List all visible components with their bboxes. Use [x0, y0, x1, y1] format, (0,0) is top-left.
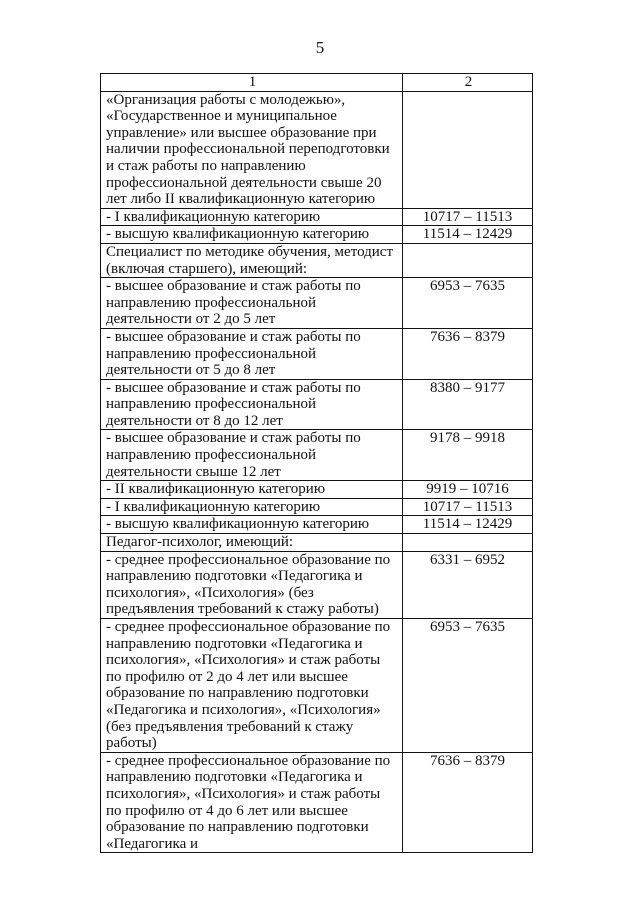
position-cell: Специалист по методике обучения, методист (включая старшего), имеющий:	[101, 243, 403, 277]
salary-range-cell	[403, 91, 533, 208]
table-row	[101, 551, 533, 618]
table-row	[101, 208, 533, 226]
salary-range-cell: 6953 – 7635	[403, 619, 533, 753]
table-row	[101, 498, 533, 516]
table-row	[101, 430, 533, 481]
column-header: 1	[101, 74, 403, 92]
position-cell: - среднее профессиональное образование по направлению подготовки «Педагогика и психология», «Психология» и стаж работы по профилю от 4 до 6 лет или высшее образование по направлению подготовки «Педагогика и	[101, 752, 403, 853]
table-row	[101, 481, 533, 499]
salary-range-cell: 8380 – 9177	[403, 379, 533, 430]
salary-range-cell: 10717 – 11513	[403, 498, 533, 516]
salary-range-cell: 7636 – 8379	[403, 328, 533, 379]
table-row	[101, 516, 533, 534]
table-row	[101, 752, 533, 853]
position-cell: - II квалификационную категорию	[101, 481, 403, 499]
column-header: 2	[403, 74, 533, 92]
table-row	[101, 379, 533, 430]
position-cell: - I квалификационную категорию	[101, 208, 403, 226]
salary-range-cell: 6953 – 7635	[403, 278, 533, 329]
position-cell: Педагог-психолог, имеющий:	[101, 534, 403, 552]
position-cell: - высшее образование и стаж работы по направлению профессиональной деятельности от 2 до 5 лет	[101, 278, 403, 329]
salary-range-cell: 11514 – 12429	[403, 226, 533, 244]
position-cell: - среднее профессиональное образование по направлению подготовки «Педагогика и психология», «Психология» и стаж работы по профилю от 2 до 4 лет или высшее образование по направлению подготовки «Педагогика и психология», «Психология» (без предъявления требований к стажу работы)	[101, 619, 403, 753]
table-row	[101, 534, 533, 552]
salary-range-cell: 11514 – 12429	[403, 516, 533, 534]
position-cell: - высшее образование и стаж работы по направлению профессиональной деятельности от 8 до 12 лет	[101, 379, 403, 430]
position-cell: «Организация работы с молодежью», «Государственное и муниципальное управление» или высшее образование при наличии профессиональной переподготовки и стаж работы по направлению профессиональной деятельности свыше 20 лет либо II квалификационную категорию	[101, 91, 403, 208]
table-row	[101, 328, 533, 379]
salary-range-cell: 6331 – 6952	[403, 551, 533, 618]
table-row	[101, 619, 533, 753]
position-cell: - высшее образование и стаж работы по направлению профессиональной деятельности от 5 до 8 лет	[101, 328, 403, 379]
salary-range-cell: 9178 – 9918	[403, 430, 533, 481]
position-cell: - высшее образование и стаж работы по направлению профессиональной деятельности свыше 12 лет	[101, 430, 403, 481]
position-cell: - высшую квалификационную категорию	[101, 516, 403, 534]
salary-range-cell: 7636 – 8379	[403, 752, 533, 853]
table-row	[101, 91, 533, 208]
table-row	[101, 226, 533, 244]
position-cell: - высшую квалификационную категорию	[101, 226, 403, 244]
page-number: 5	[315, 38, 325, 57]
salary-range-cell	[403, 243, 533, 277]
position-cell: - I квалификационную категорию	[101, 498, 403, 516]
salary-range-cell	[403, 534, 533, 552]
table-row	[101, 243, 533, 277]
salary-range-cell: 10717 – 11513	[403, 208, 533, 226]
salary-range-cell: 9919 – 10716	[403, 481, 533, 499]
table-header-row	[101, 74, 533, 92]
salary-table	[100, 73, 533, 853]
position-cell: - среднее профессиональное образование по направлению подготовки «Педагогика и психология», «Психология» (без предъявления требований к стажу работы)	[101, 551, 403, 618]
table-row	[101, 278, 533, 329]
